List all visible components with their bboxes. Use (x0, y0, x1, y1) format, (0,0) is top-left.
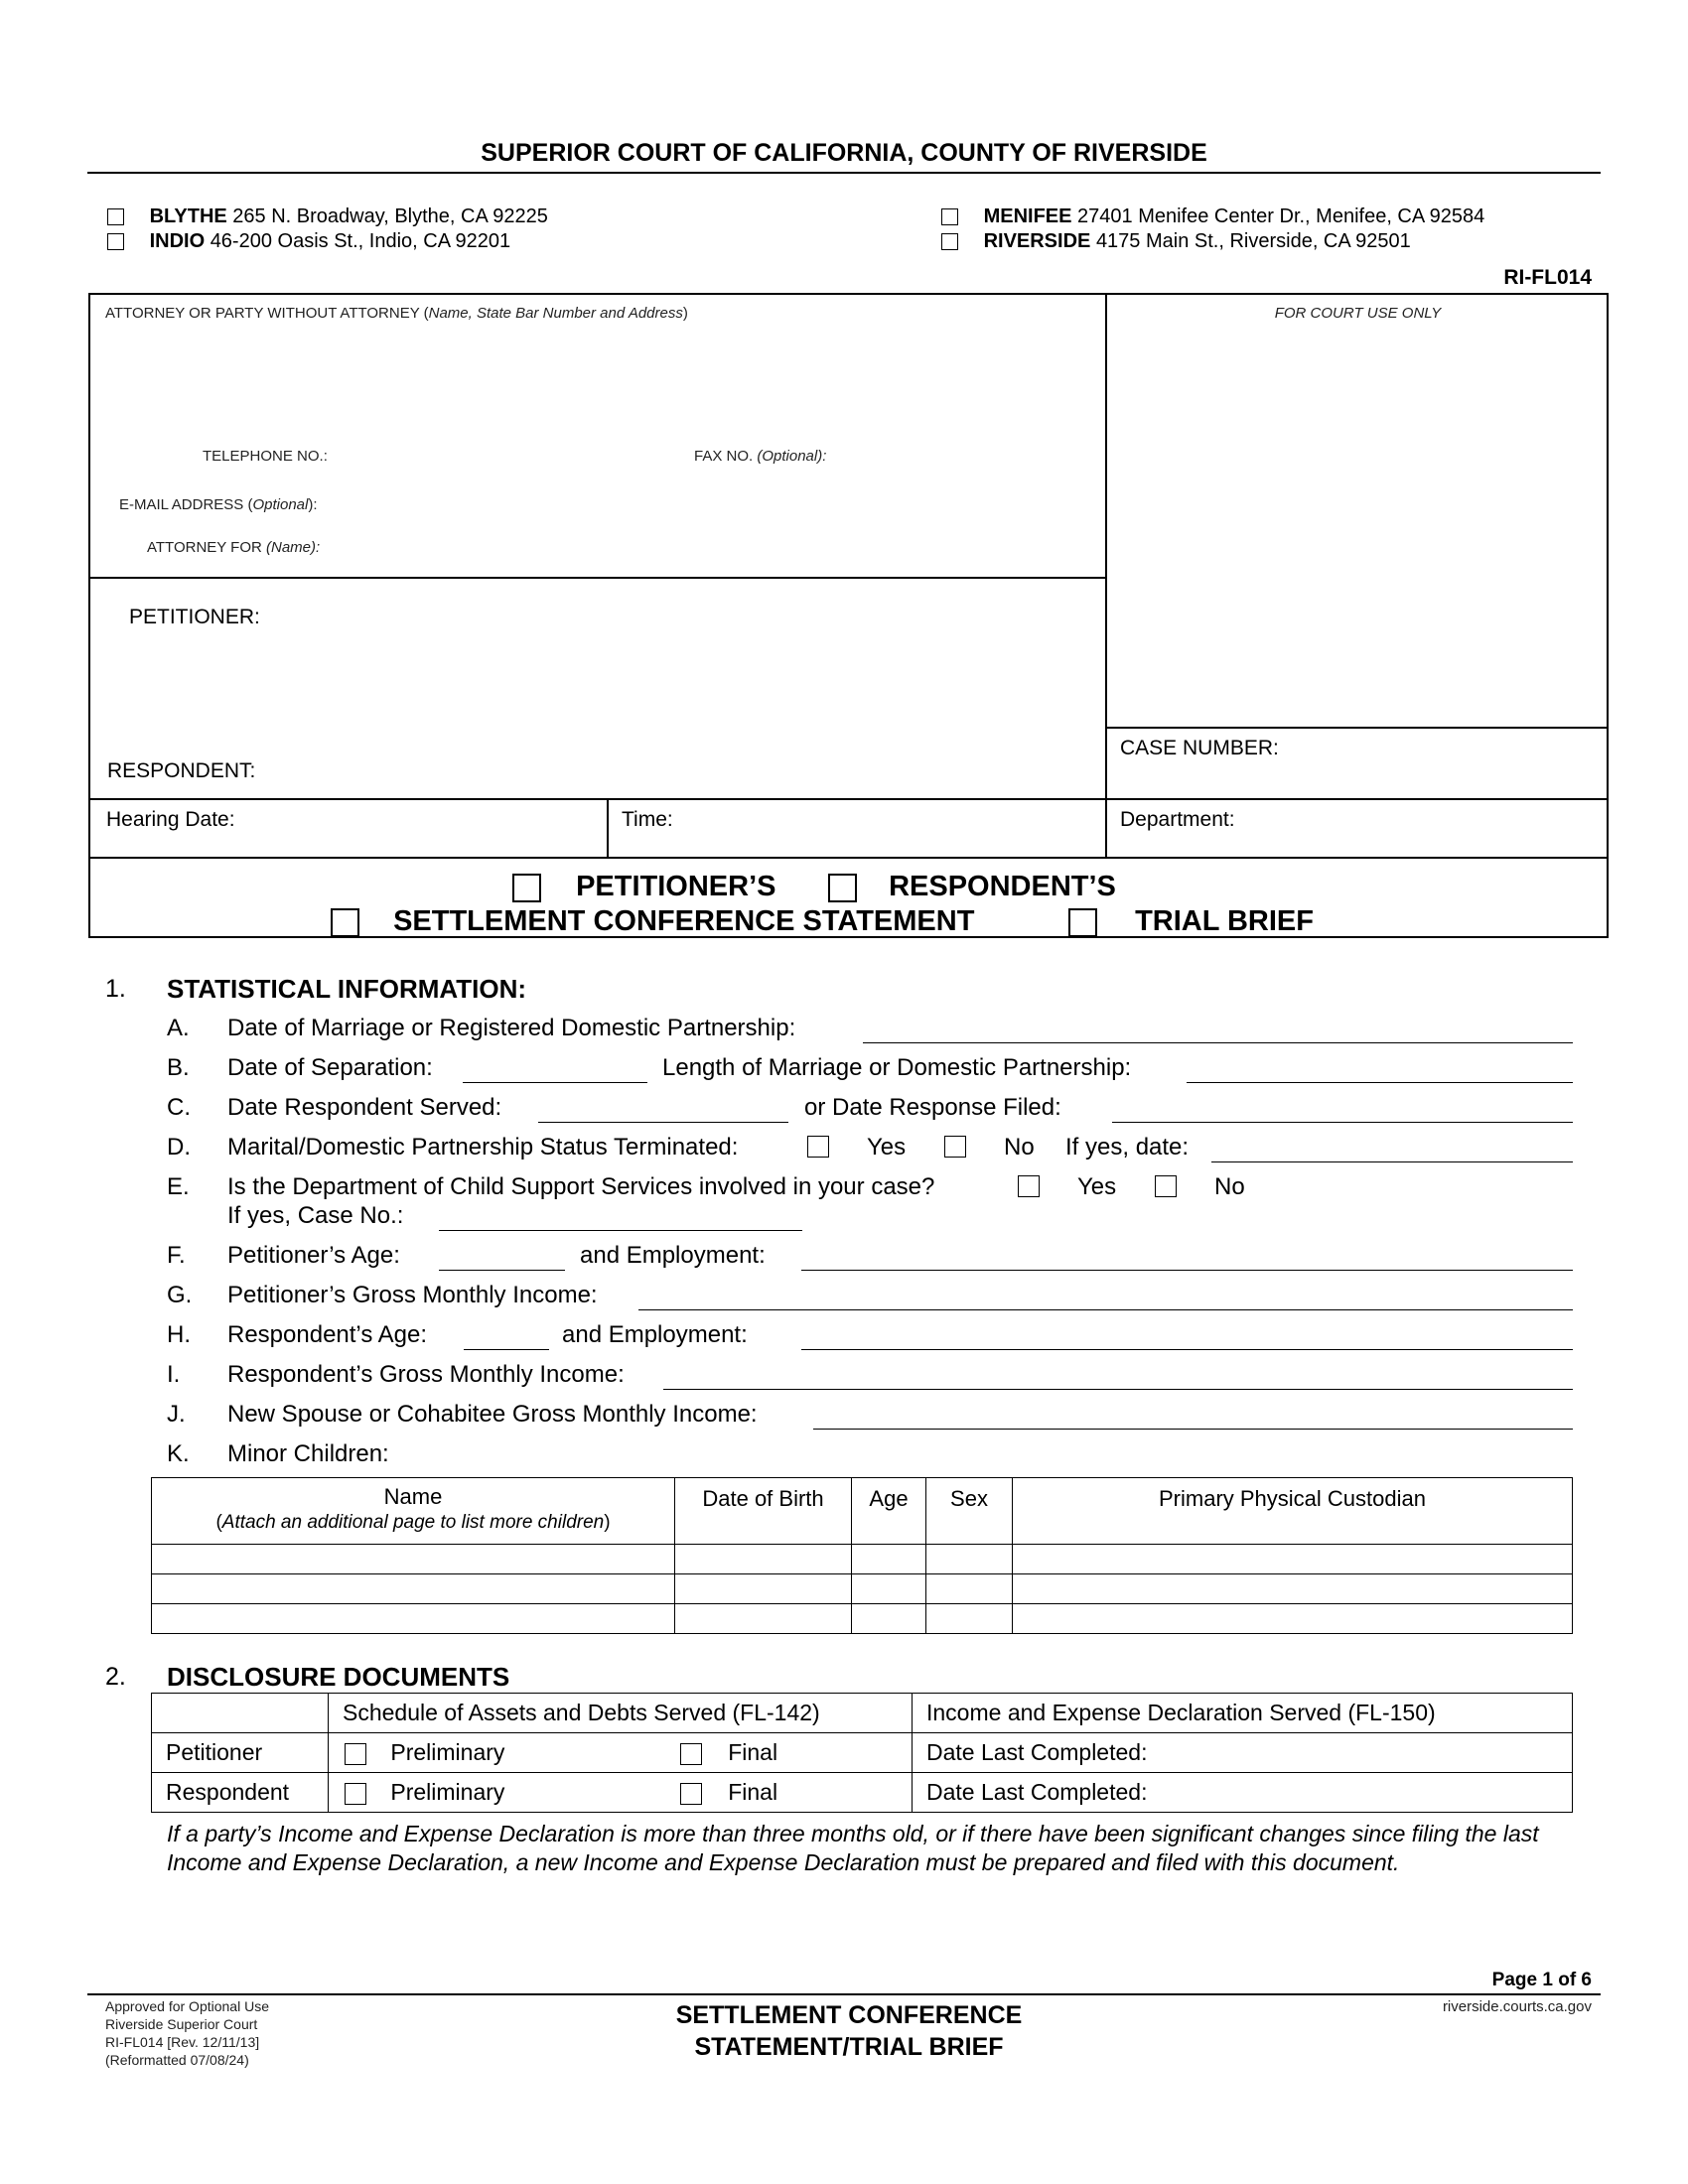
settlement-label: SETTLEMENT CONFERENCE STATEMENT (393, 905, 975, 937)
petitioners-checkbox[interactable] (512, 874, 541, 902)
disclosure-table (151, 1693, 1573, 1813)
petitioner-income-field[interactable] (638, 1309, 1573, 1310)
child-name-cell[interactable] (152, 1545, 675, 1574)
caption-divider (1105, 293, 1107, 859)
respondents-checkbox[interactable] (828, 874, 857, 902)
location-blythe[interactable] (107, 205, 548, 228)
children-table (151, 1477, 1573, 1634)
row-e-letter: E. (167, 1173, 190, 1200)
served-date-field[interactable] (538, 1122, 788, 1123)
petitioner-date-cell[interactable]: Date Last Completed: (913, 1733, 1573, 1773)
footer-title-line1: SETTLEMENT CONFERENCE (675, 2001, 1023, 2029)
row-f-letter: F. (167, 1242, 186, 1269)
court-use-label: FOR COURT USE ONLY (1274, 305, 1442, 322)
dcss-yes-checkbox[interactable] (1018, 1175, 1040, 1197)
case-number-input[interactable] (1120, 764, 1597, 794)
separation-date-field[interactable] (463, 1082, 647, 1083)
table-row[interactable] (152, 1574, 1573, 1604)
child-dob-cell[interactable] (675, 1574, 852, 1604)
header-rule (87, 172, 1601, 174)
respondent-age-field[interactable] (464, 1349, 549, 1350)
petitioners-option[interactable] (512, 871, 775, 903)
row-b-label: Date of Separation: (227, 1054, 433, 1081)
row-h-label: Respondent’s Age: (227, 1321, 428, 1348)
indio-address: 46-200 Oasis St., Indio, CA 92201 (210, 230, 511, 252)
case-number-label: CASE NUMBER: (1120, 737, 1279, 759)
location-menifee[interactable] (941, 205, 1484, 228)
menifee-checkbox[interactable] (941, 208, 958, 225)
respondents-label: RESPONDENT’S (889, 871, 1116, 902)
respondent-income-field[interactable] (663, 1389, 1573, 1390)
section1-heading: STATISTICAL INFORMATION: (167, 974, 527, 1004)
dcss-yes-label: Yes (1077, 1173, 1117, 1200)
riverside-checkbox[interactable] (941, 233, 958, 250)
terminated-yes-label: Yes (867, 1134, 907, 1160)
dcss-case-no-label: If yes, Case No.: (227, 1202, 404, 1229)
cohabitee-income-field[interactable] (813, 1429, 1573, 1430)
child-age-cell[interactable] (852, 1604, 926, 1634)
col-age-header: Age (852, 1478, 926, 1545)
row-d-label: Marital/Domestic Partnership Status Terminated: (227, 1134, 739, 1160)
footer-reformatted: (Reformatted 07/08/24) (105, 2052, 249, 2068)
petitioner-employment-field[interactable] (801, 1270, 1573, 1271)
respondent-final-checkbox[interactable] (680, 1783, 702, 1805)
disclosure-header-row (152, 1694, 1573, 1733)
terminated-yes-checkbox[interactable] (807, 1136, 829, 1158)
court-use-divider (1105, 727, 1609, 729)
riverside-name: RIVERSIDE (983, 230, 1091, 252)
telephone-label: TELEPHONE NO.: (203, 448, 328, 465)
child-sex-cell[interactable] (926, 1604, 1013, 1634)
petitioner-schedule-cell (329, 1733, 913, 1773)
blythe-name: BLYTHE (149, 205, 227, 227)
respondent-preliminary-checkbox[interactable] (345, 1783, 366, 1805)
child-age-cell[interactable] (852, 1574, 926, 1604)
row-k-letter: K. (167, 1440, 190, 1467)
email-label: E-MAIL ADDRESS (Optional): (119, 496, 318, 513)
table-row (152, 1773, 1573, 1813)
row-f-label2: and Employment: (580, 1242, 766, 1269)
footer-rule (87, 1993, 1601, 1995)
respondents-option[interactable] (828, 871, 1116, 903)
footer-title-line2: STATEMENT/TRIAL BRIEF (694, 2033, 1004, 2061)
footer-court: Riverside Superior Court (105, 2016, 258, 2032)
terminated-no-checkbox[interactable] (944, 1136, 966, 1158)
row-h-label2: and Employment: (562, 1321, 748, 1348)
col-dob-header: Date of Birth (675, 1478, 852, 1545)
trial-brief-checkbox[interactable] (1068, 908, 1097, 937)
terminated-date-field[interactable] (1211, 1161, 1573, 1162)
attorney-label: ATTORNEY OR PARTY WITHOUT ATTORNEY (Name, State Bar Number and Address) (105, 305, 688, 322)
attorney-divider (88, 577, 1107, 579)
petitioner-label: PETITIONER: (129, 606, 260, 628)
hearing-row-top (88, 798, 1609, 800)
respondent-schedule-cell (329, 1773, 913, 1813)
respondent-final-label: Final (728, 1779, 778, 1805)
petitioner-age-field[interactable] (439, 1270, 565, 1271)
respondent-employment-field[interactable] (801, 1349, 1573, 1350)
child-dob-cell[interactable] (675, 1604, 852, 1634)
col-custodian-header: Primary Physical Custodian (1013, 1478, 1573, 1545)
table-row[interactable] (152, 1604, 1573, 1634)
row-b-label2: Length of Marriage or Domestic Partnership: (662, 1054, 1132, 1081)
petitioners-label: PETITIONER’S (576, 871, 776, 902)
child-custodian-cell[interactable] (1013, 1574, 1573, 1604)
attorney-for-label: ATTORNEY FOR (Name): (147, 539, 321, 556)
row-h-letter: H. (167, 1321, 191, 1348)
footer-approved: Approved for Optional Use (105, 1998, 269, 2014)
row-a-letter: A. (167, 1015, 190, 1041)
petitioner-final-checkbox[interactable] (680, 1743, 702, 1765)
respondent-input[interactable] (278, 754, 1072, 794)
section2-heading: DISCLOSURE DOCUMENTS (167, 1662, 510, 1692)
child-dob-cell[interactable] (675, 1545, 852, 1574)
child-sex-cell[interactable] (926, 1574, 1013, 1604)
terminated-no-label: No (1004, 1134, 1035, 1160)
hearing-date-label: Hearing Date: (106, 808, 235, 831)
row-e-label: Is the Department of Child Support Services involved in your case? (227, 1173, 935, 1200)
trial-brief-label: TRIAL BRIEF (1135, 905, 1314, 937)
location-riverside[interactable] (941, 230, 1411, 253)
attorney-input[interactable] (105, 328, 1088, 437)
respondent-party-label: Respondent (152, 1773, 329, 1813)
row-g-label: Petitioner’s Gross Monthly Income: (227, 1282, 598, 1308)
settlement-option[interactable] (331, 905, 974, 938)
hearing-time-divider (607, 798, 609, 858)
footer-title (546, 1999, 1152, 2063)
row-a-label: Date of Marriage or Registered Domestic Partnership: (227, 1015, 796, 1041)
petitioner-input[interactable] (278, 601, 1072, 640)
child-sex-cell[interactable] (926, 1545, 1013, 1574)
row-c-letter: C. (167, 1094, 191, 1121)
col-sex-header: Sex (926, 1478, 1013, 1545)
menifee-name: MENIFEE (983, 205, 1072, 227)
location-indio[interactable] (107, 230, 510, 253)
footer-website[interactable]: riverside.courts.ca.gov (1442, 1998, 1592, 2015)
children-header-row (152, 1478, 1573, 1545)
dcss-no-label: No (1214, 1173, 1245, 1200)
court-title: SUPERIOR COURT OF CALIFORNIA, COUNTY OF RIVERSIDE (481, 139, 1207, 167)
page-number: Page 1 of 6 (1491, 1970, 1592, 1990)
blythe-checkbox[interactable] (107, 208, 124, 225)
footer-rev: RI-FL014 [Rev. 12/11/13] (105, 2034, 260, 2050)
table-row (152, 1733, 1573, 1773)
row-c-label: Date Respondent Served: (227, 1094, 502, 1121)
marriage-length-field[interactable] (1187, 1082, 1573, 1083)
disclosure-note: If a party’s Income and Expense Declaration is more than three months old, or if there have been significant changes since filing the last Income and Expense Declaration, a new Income and Expense Declaration must be prepared and filed with this document. (167, 1821, 1539, 1875)
indio-name: INDIO (149, 230, 206, 252)
row-i-label: Respondent’s Gross Monthly Income: (227, 1361, 625, 1388)
row-j-label: New Spouse or Cohabitee Gross Monthly Income: (227, 1401, 758, 1428)
respondent-date-cell[interactable]: Date Last Completed: (913, 1773, 1573, 1813)
row-k-label: Minor Children: (227, 1440, 389, 1467)
row-d-letter: D. (167, 1134, 191, 1160)
marriage-date-field[interactable] (863, 1042, 1573, 1043)
blythe-address: 265 N. Broadway, Blythe, CA 92225 (232, 205, 548, 227)
form-id: RI-FL014 (1503, 266, 1592, 289)
department-label: Department: (1120, 808, 1235, 831)
col-name-header: Name (Attach an additional page to list more children) (152, 1478, 675, 1545)
row-c-label2: or Date Response Filed: (804, 1094, 1061, 1121)
dcss-case-no-field[interactable] (439, 1230, 802, 1231)
child-name-cell[interactable] (152, 1574, 675, 1604)
time-label: Time: (622, 808, 673, 831)
schedule-header: Schedule of Assets and Debts Served (FL-142) (329, 1694, 913, 1733)
col-name-note: Attach an additional page to list more children (221, 1512, 605, 1533)
menifee-address: 27401 Menifee Center Dr., Menifee, CA 92584 (1077, 205, 1485, 227)
child-custodian-cell[interactable] (1013, 1545, 1573, 1574)
child-age-cell[interactable] (852, 1545, 926, 1574)
child-name-cell[interactable] (152, 1604, 675, 1634)
footer-left (105, 1997, 269, 2069)
petitioner-final-label: Final (728, 1739, 778, 1765)
section2-number: 2. (105, 1663, 126, 1691)
trial-brief-option[interactable] (1068, 905, 1314, 938)
income-header: Income and Expense Declaration Served (FL-150) (913, 1694, 1573, 1733)
row-f-label: Petitioner’s Age: (227, 1242, 400, 1269)
petitioner-party-label: Petitioner (152, 1733, 329, 1773)
riverside-address: 4175 Main St., Riverside, CA 92501 (1095, 230, 1411, 252)
table-row[interactable] (152, 1545, 1573, 1574)
response-date-field[interactable] (1112, 1122, 1573, 1123)
dcss-no-checkbox[interactable] (1155, 1175, 1177, 1197)
section1-number: 1. (105, 975, 126, 1003)
petitioner-preliminary-checkbox[interactable] (345, 1743, 366, 1765)
row-g-letter: G. (167, 1282, 193, 1308)
respondent-preliminary-label: Preliminary (390, 1779, 505, 1805)
row-i-letter: I. (167, 1361, 181, 1388)
terminated-if-yes-label: If yes, date: (1065, 1134, 1190, 1160)
row-j-letter: J. (167, 1401, 186, 1428)
fax-label: FAX NO. (Optional): (694, 448, 827, 465)
row-b-letter: B. (167, 1054, 190, 1081)
child-custodian-cell[interactable] (1013, 1604, 1573, 1634)
petitioner-preliminary-label: Preliminary (390, 1739, 505, 1765)
respondent-label: RESPONDENT: (107, 759, 256, 782)
disclosure-corner-cell (152, 1694, 329, 1733)
settlement-checkbox[interactable] (331, 908, 359, 937)
indio-checkbox[interactable] (107, 233, 124, 250)
hearing-row-bottom (88, 857, 1609, 859)
